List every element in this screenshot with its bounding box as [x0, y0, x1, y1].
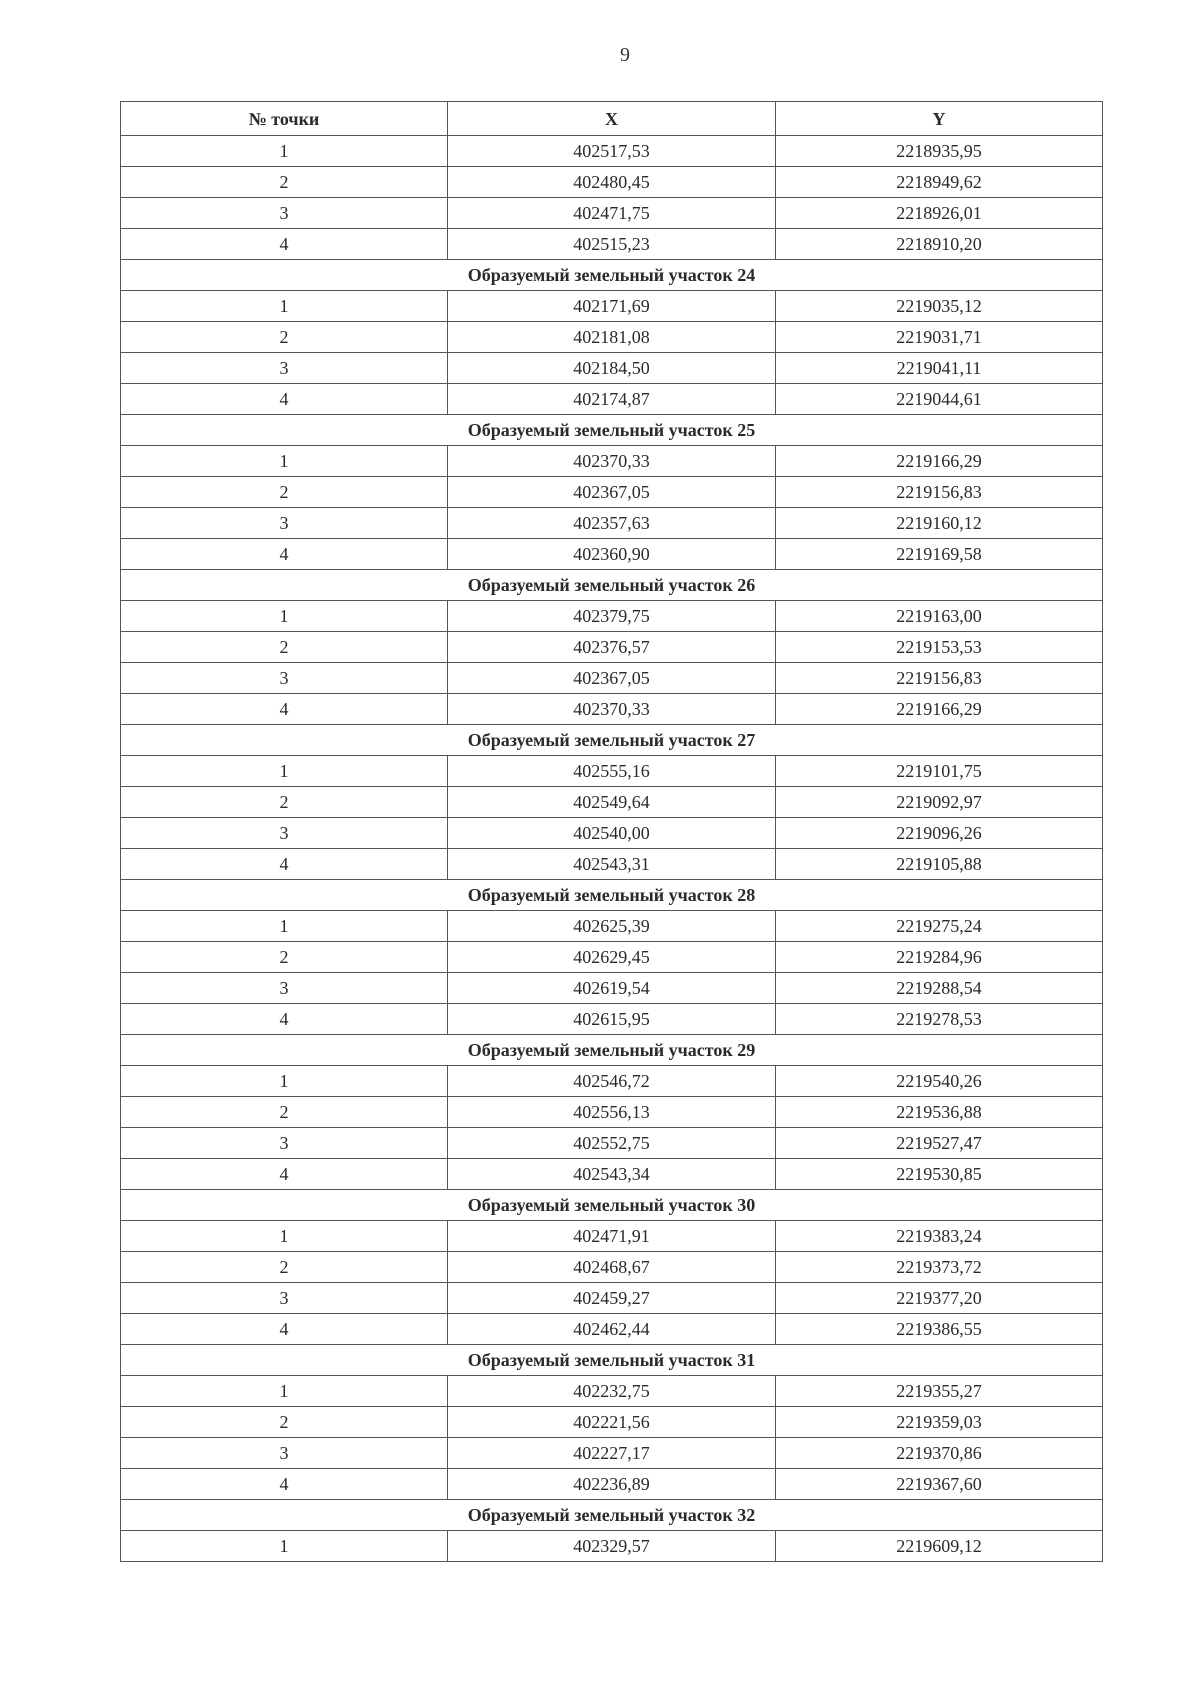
y-coordinate-cell: 2218949,62: [776, 167, 1103, 198]
y-coordinate-cell: 2219278,53: [776, 1004, 1103, 1035]
y-coordinate-cell: 2219101,75: [776, 756, 1103, 787]
x-coordinate-cell: 402360,90: [448, 539, 776, 570]
y-coordinate-cell: 2219530,85: [776, 1159, 1103, 1190]
header-row: [121, 102, 1103, 136]
y-coordinate-cell: 2219166,29: [776, 694, 1103, 725]
point-number-cell: 1: [121, 1531, 448, 1562]
table-row: [121, 973, 1103, 1004]
x-coordinate-cell: 402549,64: [448, 787, 776, 818]
x-coordinate-cell: 402227,17: [448, 1438, 776, 1469]
y-coordinate-cell: 2219169,58: [776, 539, 1103, 570]
x-coordinate-cell: 402517,53: [448, 136, 776, 167]
x-coordinate-cell: 402236,89: [448, 1469, 776, 1500]
point-number-cell: 3: [121, 973, 448, 1004]
point-number-cell: 3: [121, 508, 448, 539]
x-coordinate-cell: 402232,75: [448, 1376, 776, 1407]
point-number-cell: 4: [121, 1004, 448, 1035]
plot-title: Образуемый земельный участок 25: [121, 415, 1103, 446]
point-number-cell: 3: [121, 1283, 448, 1314]
table-row: [121, 632, 1103, 663]
x-coordinate-cell: 402367,05: [448, 663, 776, 694]
point-number-cell: 1: [121, 1221, 448, 1252]
table-row: [121, 446, 1103, 477]
y-coordinate-cell: 2219377,20: [776, 1283, 1103, 1314]
table-row: [121, 601, 1103, 632]
table-row: [121, 663, 1103, 694]
table-row: [121, 1531, 1103, 1562]
page-number: 9: [620, 44, 630, 66]
point-number-cell: 2: [121, 787, 448, 818]
column-header-point: № точки: [121, 102, 448, 136]
point-number-cell: 2: [121, 1407, 448, 1438]
y-coordinate-cell: 2219373,72: [776, 1252, 1103, 1283]
table-row: [121, 1314, 1103, 1345]
plot-title-row: [121, 1345, 1103, 1376]
y-coordinate-cell: 2219527,47: [776, 1128, 1103, 1159]
table-row: [121, 136, 1103, 167]
x-coordinate-cell: 402184,50: [448, 353, 776, 384]
x-coordinate-cell: 402555,16: [448, 756, 776, 787]
point-number-cell: 1: [121, 601, 448, 632]
plot-title: Образуемый земельный участок 24: [121, 260, 1103, 291]
plot-title-row: [121, 1035, 1103, 1066]
x-coordinate-cell: 402480,45: [448, 167, 776, 198]
table-row: [121, 942, 1103, 973]
table-row: [121, 322, 1103, 353]
x-coordinate-cell: 402370,33: [448, 694, 776, 725]
plot-title-row: [121, 570, 1103, 601]
table-body: [121, 136, 1103, 1562]
x-coordinate-cell: 402556,13: [448, 1097, 776, 1128]
point-number-cell: 1: [121, 756, 448, 787]
table-row: [121, 787, 1103, 818]
point-number-cell: 3: [121, 198, 448, 229]
point-number-cell: 1: [121, 1376, 448, 1407]
table-row: [121, 167, 1103, 198]
table-row: [121, 1004, 1103, 1035]
x-coordinate-cell: 402471,91: [448, 1221, 776, 1252]
point-number-cell: 1: [121, 1066, 448, 1097]
table-row: [121, 756, 1103, 787]
x-coordinate-cell: 402543,31: [448, 849, 776, 880]
plot-title-row: [121, 725, 1103, 756]
point-number-cell: 4: [121, 1314, 448, 1345]
point-number-cell: 4: [121, 229, 448, 260]
y-coordinate-cell: 2219284,96: [776, 942, 1103, 973]
x-coordinate-cell: 402625,39: [448, 911, 776, 942]
y-coordinate-cell: 2219536,88: [776, 1097, 1103, 1128]
plot-title-row: [121, 1190, 1103, 1221]
y-coordinate-cell: 2219359,03: [776, 1407, 1103, 1438]
table-row: [121, 1376, 1103, 1407]
table-row: [121, 849, 1103, 880]
plot-title: Образуемый земельный участок 27: [121, 725, 1103, 756]
y-coordinate-cell: 2219092,97: [776, 787, 1103, 818]
plot-title-row: [121, 415, 1103, 446]
point-number-cell: 3: [121, 1438, 448, 1469]
x-coordinate-cell: 402619,54: [448, 973, 776, 1004]
x-coordinate-cell: 402515,23: [448, 229, 776, 260]
plot-title: Образуемый земельный участок 31: [121, 1345, 1103, 1376]
y-coordinate-cell: 2219163,00: [776, 601, 1103, 632]
y-coordinate-cell: 2218935,95: [776, 136, 1103, 167]
y-coordinate-cell: 2219609,12: [776, 1531, 1103, 1562]
y-coordinate-cell: 2219035,12: [776, 291, 1103, 322]
y-coordinate-cell: 2219105,88: [776, 849, 1103, 880]
y-coordinate-cell: 2219367,60: [776, 1469, 1103, 1500]
x-coordinate-cell: 402462,44: [448, 1314, 776, 1345]
y-coordinate-cell: 2218910,20: [776, 229, 1103, 260]
table-row: [121, 818, 1103, 849]
table-row: [121, 1066, 1103, 1097]
point-number-cell: 1: [121, 446, 448, 477]
table-row: [121, 384, 1103, 415]
y-coordinate-cell: 2219160,12: [776, 508, 1103, 539]
x-coordinate-cell: 402615,95: [448, 1004, 776, 1035]
table-row: [121, 477, 1103, 508]
table-row: [121, 291, 1103, 322]
plot-title-row: [121, 260, 1103, 291]
table-row: [121, 1252, 1103, 1283]
table-row: [121, 353, 1103, 384]
plot-title: Образуемый земельный участок 30: [121, 1190, 1103, 1221]
plot-title: Образуемый земельный участок 29: [121, 1035, 1103, 1066]
point-number-cell: 3: [121, 663, 448, 694]
y-coordinate-cell: 2219096,26: [776, 818, 1103, 849]
table-row: [121, 1097, 1103, 1128]
table-row: [121, 694, 1103, 725]
plot-title-row: [121, 880, 1103, 911]
y-coordinate-cell: 2219031,71: [776, 322, 1103, 353]
x-coordinate-cell: 402221,56: [448, 1407, 776, 1438]
table-row: [121, 1159, 1103, 1190]
table-row: [121, 1283, 1103, 1314]
point-number-cell: 4: [121, 694, 448, 725]
table-row: [121, 1469, 1103, 1500]
point-number-cell: 2: [121, 942, 448, 973]
y-coordinate-cell: 2219386,55: [776, 1314, 1103, 1345]
x-coordinate-cell: 402376,57: [448, 632, 776, 663]
y-coordinate-cell: 2219044,61: [776, 384, 1103, 415]
table-row: [121, 539, 1103, 570]
point-number-cell: 2: [121, 1252, 448, 1283]
x-coordinate-cell: 402629,45: [448, 942, 776, 973]
x-coordinate-cell: 402552,75: [448, 1128, 776, 1159]
plot-title: Образуемый земельный участок 32: [121, 1500, 1103, 1531]
plot-title: Образуемый земельный участок 28: [121, 880, 1103, 911]
y-coordinate-cell: 2219288,54: [776, 973, 1103, 1004]
table-row: [121, 1221, 1103, 1252]
y-coordinate-cell: 2219275,24: [776, 911, 1103, 942]
point-number-cell: 4: [121, 1469, 448, 1500]
table-row: [121, 229, 1103, 260]
point-number-cell: 1: [121, 136, 448, 167]
y-coordinate-cell: 2219166,29: [776, 446, 1103, 477]
point-number-cell: 2: [121, 167, 448, 198]
x-coordinate-cell: 402357,63: [448, 508, 776, 539]
x-coordinate-cell: 402471,75: [448, 198, 776, 229]
x-coordinate-cell: 402546,72: [448, 1066, 776, 1097]
point-number-cell: 2: [121, 477, 448, 508]
table-row: [121, 1438, 1103, 1469]
point-number-cell: 3: [121, 818, 448, 849]
column-header-y: Y: [776, 102, 1103, 136]
x-coordinate-cell: 402543,34: [448, 1159, 776, 1190]
x-coordinate-cell: 402181,08: [448, 322, 776, 353]
point-number-cell: 3: [121, 353, 448, 384]
point-number-cell: 4: [121, 539, 448, 570]
x-coordinate-cell: 402459,27: [448, 1283, 776, 1314]
y-coordinate-cell: 2219156,83: [776, 477, 1103, 508]
point-number-cell: 4: [121, 384, 448, 415]
y-coordinate-cell: 2219370,86: [776, 1438, 1103, 1469]
x-coordinate-cell: 402379,75: [448, 601, 776, 632]
point-number-cell: 4: [121, 1159, 448, 1190]
table-row: [121, 198, 1103, 229]
table-row: [121, 911, 1103, 942]
point-number-cell: 4: [121, 849, 448, 880]
plot-title: Образуемый земельный участок 26: [121, 570, 1103, 601]
x-coordinate-cell: 402174,87: [448, 384, 776, 415]
table-row: [121, 1407, 1103, 1438]
x-coordinate-cell: 402370,33: [448, 446, 776, 477]
table-row: [121, 1128, 1103, 1159]
point-number-cell: 2: [121, 322, 448, 353]
y-coordinate-cell: 2219156,83: [776, 663, 1103, 694]
point-number-cell: 1: [121, 911, 448, 942]
table-row: [121, 508, 1103, 539]
x-coordinate-cell: 402540,00: [448, 818, 776, 849]
plot-title-row: [121, 1500, 1103, 1531]
point-number-cell: 3: [121, 1128, 448, 1159]
y-coordinate-cell: 2219153,53: [776, 632, 1103, 663]
y-coordinate-cell: 2219383,24: [776, 1221, 1103, 1252]
point-number-cell: 1: [121, 291, 448, 322]
column-header-x: X: [448, 102, 776, 136]
point-number-cell: 2: [121, 632, 448, 663]
table-header: [121, 102, 1103, 136]
x-coordinate-cell: 402329,57: [448, 1531, 776, 1562]
y-coordinate-cell: 2219355,27: [776, 1376, 1103, 1407]
y-coordinate-cell: 2219540,26: [776, 1066, 1103, 1097]
y-coordinate-cell: 2219041,11: [776, 353, 1103, 384]
coordinates-table: [120, 101, 1103, 1562]
x-coordinate-cell: 402171,69: [448, 291, 776, 322]
x-coordinate-cell: 402468,67: [448, 1252, 776, 1283]
x-coordinate-cell: 402367,05: [448, 477, 776, 508]
point-number-cell: 2: [121, 1097, 448, 1128]
y-coordinate-cell: 2218926,01: [776, 198, 1103, 229]
